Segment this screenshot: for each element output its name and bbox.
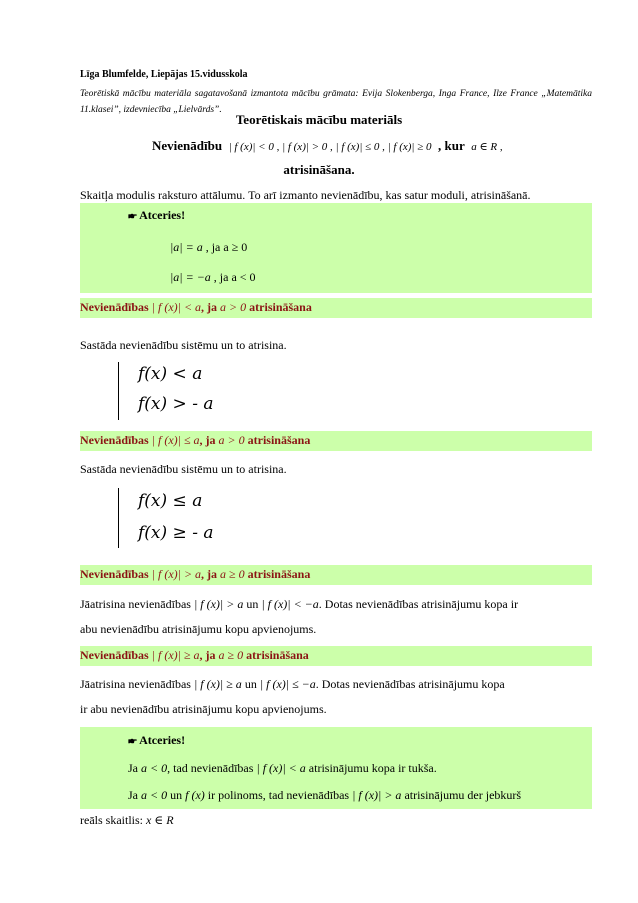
rule2-math: |a| = −a [170, 270, 211, 284]
heading-cond: a ≥ 0 [218, 648, 244, 662]
text: atrisinājumu der jebkurš [404, 788, 522, 802]
heading-suffix: atrisināšana [246, 648, 309, 662]
text: . Dotas nevienādības atrisinājumu kopa [315, 677, 505, 691]
heading-cond: a > 0 [218, 433, 245, 447]
math: | f (x)| < −a [261, 597, 319, 611]
remember-title-1: 🖝 Atceries! [128, 208, 186, 222]
text: reāls skaitlis: [80, 813, 143, 827]
text: Ja [128, 761, 138, 775]
heading-ja: , ja [201, 300, 218, 314]
text-un: un [244, 677, 257, 691]
heading-ja: , ja [199, 433, 216, 447]
modulus-rule-2 [170, 270, 256, 285]
math: | f (x)| > a [352, 788, 402, 802]
title-label: Nevienādību [152, 138, 223, 153]
text: Ja [128, 788, 138, 802]
heading-cond: a ≥ 0 [220, 567, 245, 581]
math: | f (x)| ≤ −a [259, 677, 316, 691]
heading-ja: , ja [199, 648, 216, 662]
section-1-text: Sastāda nevienādību sistēmu un to atrisina. [80, 338, 287, 352]
source-line: Teorētiskā mācību materiāla sagatavošanā izmantota mācību grāmata: Evija Slokenberga, Inga France, Ilze France „Matemātika 11.klasei”, izdevniecība „Lielvārds”. [80, 89, 592, 115]
section-3-line-1 [80, 597, 518, 612]
author-line: Līga Blumfelde, Liepājas 15.vidusskola [80, 69, 248, 80]
section-1-heading [80, 300, 312, 315]
heading-math: | f (x)| > a [151, 567, 202, 581]
math: | f (x)| ≥ a [193, 677, 242, 691]
inequalities-title [152, 138, 503, 154]
math: | f (x)| > a [193, 597, 244, 611]
math: | f (x)| < a [256, 761, 306, 775]
text: atrisinājumu kopa ir tukša. [308, 761, 437, 775]
section-2-text: Sastāda nevienādību sistēmu un to atrisina. [80, 462, 287, 476]
heading-suffix: atrisināšana [247, 567, 311, 581]
text-un: un [246, 597, 259, 611]
remember-2-line-2 [128, 788, 521, 803]
system-brace-2 [118, 488, 119, 548]
heading-suffix: atrisināšana [247, 433, 311, 447]
math: a < 0 [141, 788, 168, 802]
text: . Dotas nevienādības atrisinājumu kopa ir [318, 597, 519, 611]
remember-title-2: 🖝 Atceries! [128, 733, 186, 747]
text: ir polinoms, tad nevienādības [207, 788, 350, 802]
rule1-cond: , ja a ≥ 0 [205, 240, 248, 254]
heading-cond: a > 0 [220, 300, 247, 314]
section-4-heading [80, 648, 309, 663]
text: , tad nevienādības [167, 761, 254, 775]
title-kur: , kur [438, 138, 465, 153]
section-4-line-1 [80, 677, 505, 692]
math: a < 0 [141, 761, 168, 775]
page-subtitle: atrisināšana. [283, 162, 355, 177]
system-1-line-2: f(x) > - a [138, 394, 214, 414]
math: f (x) [185, 788, 205, 802]
page-title: Teorētiskais mācību materiāls [235, 112, 403, 127]
heading-math: | f (x)| ≥ a [151, 648, 200, 662]
section-3-line-2: abu nevienādību atrisinājumu kopu apvienojums. [80, 622, 317, 636]
heading-suffix: atrisināšana [249, 300, 312, 314]
system-2-line-1: f(x) ≤ a [138, 491, 203, 511]
heading-prefix: Nevienādības [80, 433, 149, 447]
heading-prefix: Nevienādības [80, 567, 149, 581]
heading-prefix: Nevienādības [80, 300, 149, 314]
modulus-rule-1 [170, 240, 247, 255]
text: un [170, 788, 183, 802]
system-2-line-2: f(x) ≥ - a [138, 523, 214, 543]
text: Jāatrisina nevienādības [80, 677, 191, 691]
intro-text: Skaitļa modulis raksturo attālumu. To arī izmanto nevienādību, kas satur moduli, atrisināšanā. [80, 188, 531, 202]
rule2-cond: , ja a < 0 [213, 270, 256, 284]
section-3-heading [80, 567, 310, 582]
system-1-line-1: f(x) < a [138, 364, 203, 384]
rule1-math: |a| = a [170, 240, 203, 254]
heading-ja: , ja [201, 567, 218, 581]
heading-prefix: Nevienādības [80, 648, 149, 662]
math: x ∈ R [146, 813, 174, 827]
section-2-heading [80, 433, 310, 448]
heading-math: | f (x)| ≤ a [151, 433, 200, 447]
remember-2-line-1 [128, 761, 437, 776]
text: Jāatrisina nevienādības [80, 597, 191, 611]
title-condition: a ∈ R , [471, 141, 503, 153]
remember-2-line-3 [80, 813, 174, 828]
heading-math: | f (x)| < a [151, 300, 202, 314]
title-inequalities: | f (x)| < 0 , | f (x)| > 0 , | f (x)| ≤ 0 , | f (x)| ≥ 0 [228, 141, 432, 153]
section-4-line-2: ir abu nevienādību atrisinājumu kopu apvienojums. [80, 702, 327, 716]
system-brace-1 [118, 362, 119, 420]
